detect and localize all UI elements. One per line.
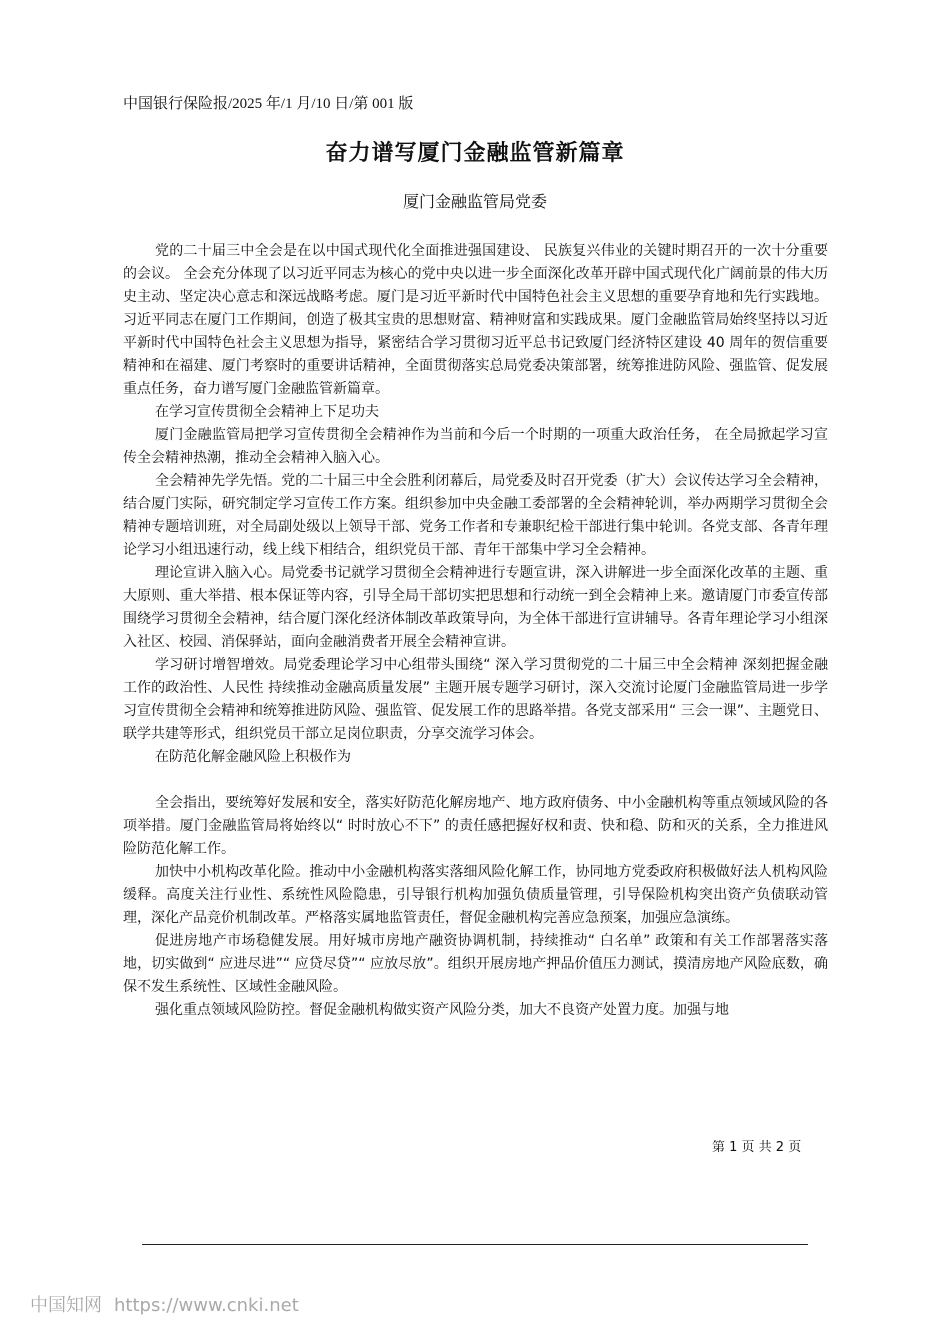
section-heading: 在防范化解金融风险上积极作为 <box>155 749 351 765</box>
section-heading: 在学习宣传贯彻全会精神上下足功夫 <box>155 404 379 420</box>
paragraph: 厦门金融监管局把学习宣传贯彻全会精神作为当前和今后一个时期的一项重大政治任务， 在全局掀起学习宣传全会精神热潮，推动全会精神入脑入心。 <box>123 427 828 466</box>
paragraph: 党的二十届三中全会是在以中国式现代化全面推进强国建设、 民族复兴伟业的关键时期召开的一次十分重要的会议。 全会充分体现了以习近平同志为核心的党中央以进一步全面深化改革开辟中国式现代化广阔前景的伟大历史主动、坚定决心意志和深远战略考虑。厦门是习近平新时代中国特色社会主义思想的重要孕育地和先行实践地。习近平同志在厦门工作期间，创造了极其宝贵的思想财富、精神财富和实践成果。厦门金融监管局始终坚持以习近平新时代中国特色社会主义思想为指导，紧密结合学习贯彻习近平总书记致厦门经济特区建设 40 周年的贺信重要精神和在福建、厦门考察时的重要讲话精神，全面贯彻落实总局党委决策部署，统筹推进防风险、强监管、促发展重点任务，奋力谱写厦门金融监管新篇章。 <box>123 243 828 397</box>
paragraph: 理论宣讲入脑入心。局党委书记就学习贯彻全会精神进行专题宣讲，深入讲解进一步全面深化改革的主题、重大原则、重大举措、根本保证等内容，引导全局干部切实把思想和行动统一到全会精神上来。邀请厦门市委宣传部围绕学习贯彻全会精神，结合厦门深化经济体制改革政策导向，为全体干部进行宣讲辅导。各青年理论学习小组深入社区、校园、消保驿站，面向金融消费者开展全会精神宣讲。 <box>123 565 828 650</box>
paragraph: 促进房地产市场稳健发展。用好城市房地产融资协调机制，持续推动“ 白名单” 政策和有关工作部署落实落地，切实做到“ 应进尽进”“ 应贷尽贷”“ 应放尽放”。组织开展房地产押品价值压力测试，摸清房地产风险底数，确保不发生系统性、区域性金融风险。 <box>123 933 828 995</box>
paragraph: 全会指出，要统筹好发展和安全，落实好防范化解房地产、地方政府债务、中小金融机构等重点领域风险的各项举措。厦门金融监管局将始终以“ 时时放心不下” 的责任感把握好权和责、快和稳、防和灭的关系，全力推进风险防范化解工作。 <box>123 795 828 857</box>
watermark-url: https://www.cnki.net <box>114 1295 299 1316</box>
source-line: 中国银行保险报/2025 年/1 月/10 日/第 001 版 <box>123 96 414 112</box>
watermark-brand: 中国知网 <box>30 1295 102 1316</box>
article-author: 厦门金融监管局党委 <box>402 192 547 211</box>
article-body <box>123 240 828 1022</box>
paragraph-gap <box>123 769 828 792</box>
article-title: 奋力谱写厦门金融监管新篇章 <box>325 141 625 166</box>
footer-divider <box>142 1244 808 1245</box>
paragraph: 强化重点领域风险防控。督促金融机构做实资产风险分类，加大不良资产处置力度。加强与地 <box>155 1002 729 1018</box>
paragraph: 全会精神先学先悟。党的二十届三中全会胜利闭幕后，局党委及时召开党委（扩大）会议传达学习全会精神，结合厦门实际，研究制定学习宣传工作方案。组织参加中央金融工委部署的全会精神轮训，举办两期学习贯彻全会精神专题培训班，对全局副处级以上领导干部、党务工作者和专兼职纪检干部进行集中轮训。各党支部、各青年理论学习小组迅速行动，线上线下相结合，组织党员干部、青年干部集中学习全会精神。 <box>123 473 828 558</box>
paragraph: 加快中小机构改革化险。推动中小金融机构落实落细风险化解工作，协同地方党委政府积极做好法人机构风险缓释。高度关注行业性、系统性风险隐患，引导银行机构加强负债质量管理，引导保险机构突出资产负债联动管理，深化产品竞价机制改革。严格落实属地监管责任，督促金融机构完善应急预案，加强应急演练。 <box>123 864 828 926</box>
page-number: 第 1 页 共 2 页 <box>712 1140 802 1155</box>
watermark <box>30 1294 299 1318</box>
paragraph: 学习研讨增智增效。局党委理论学习中心组带头围绕“ 深入学习贯彻党的二十届三中全会精神 深刻把握金融工作的政治性、人民性 持续推动金融高质量发展” 主题开展专题学习研讨，深入交流讨论厦门金融监管局进一步学习宣传贯彻全会精神和统筹推进防风险、强监管、促发展工作的思路举措。各党支部采用“ 三会一课”、主题党日、联学共建等形式，组织党员干部立足岗位职责，分享交流学习体会。 <box>123 657 828 742</box>
